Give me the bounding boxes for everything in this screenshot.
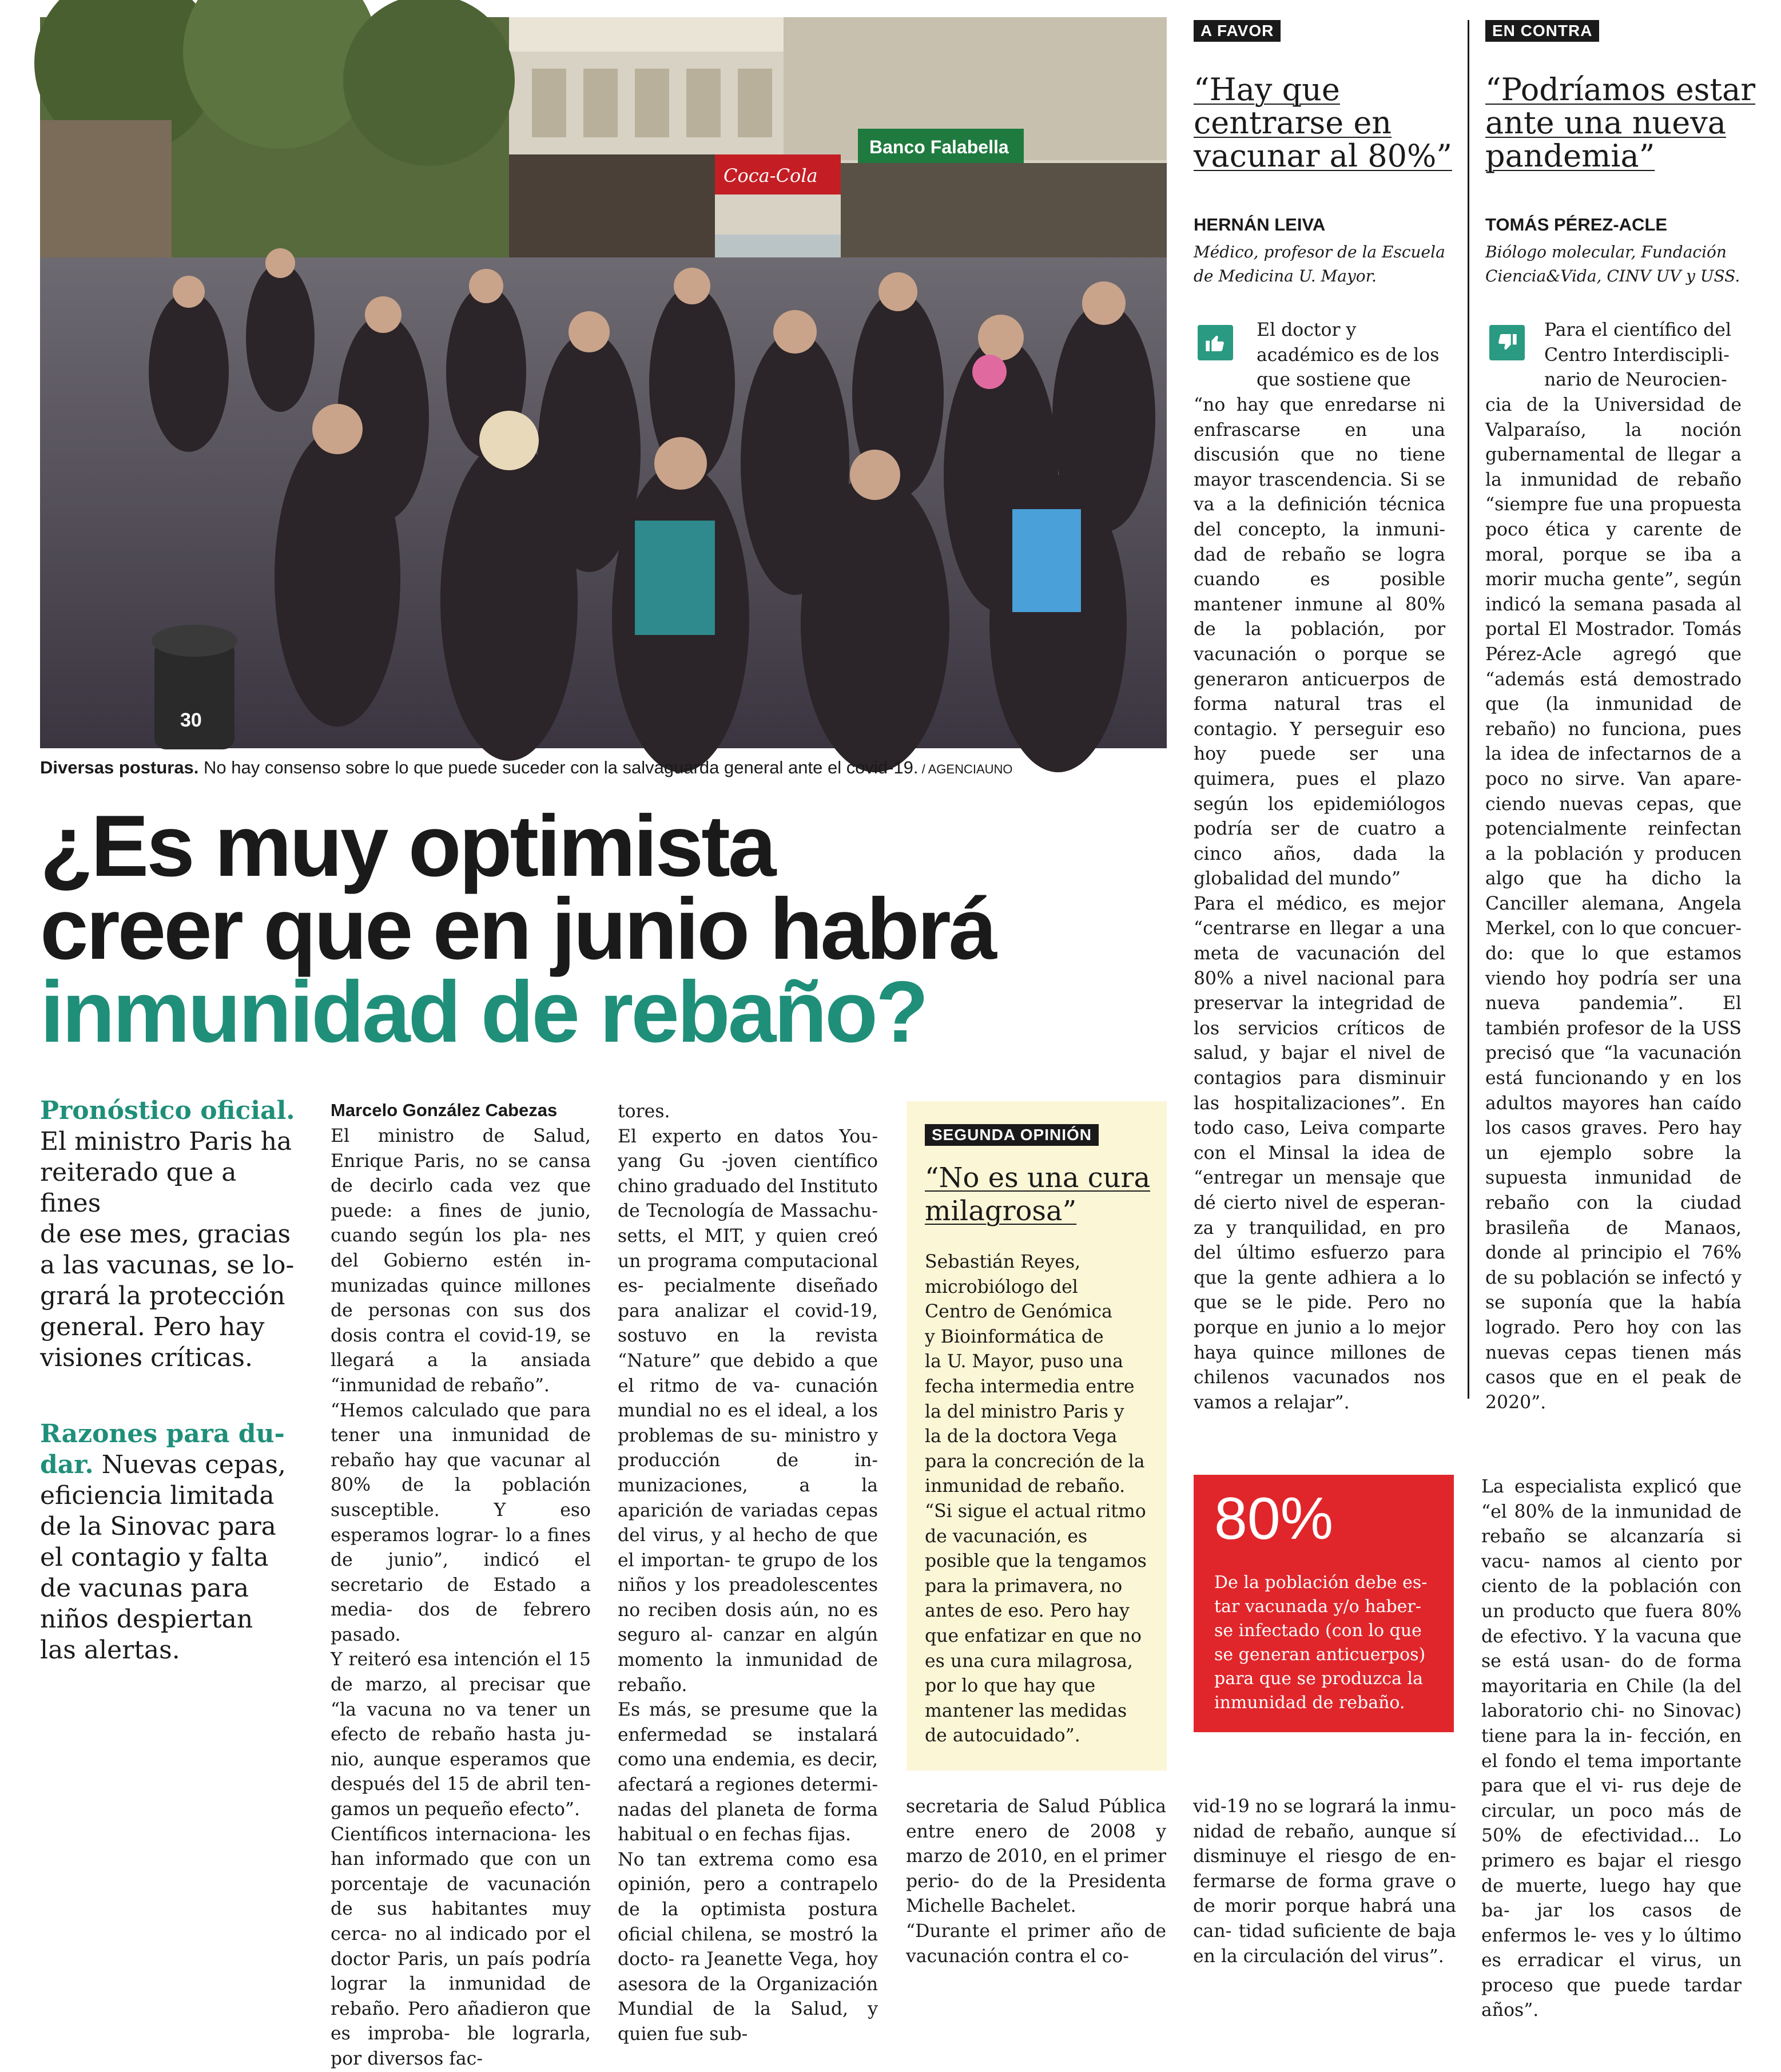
thumbs-down-icon [1489,325,1525,360]
stat-box [1194,1475,1454,1732]
contra-role: Biólogo molecular, Fundación Ciencia&Vida, CINV UV y USS. [1485,243,1740,285]
favor-tag: A FAVOR [1194,20,1281,42]
lead-razones-text: Nuevas cepas, eficiencia limitada de la Sinovac para el contagio y falta de vacunas para niños despiertan las alertas. [40,1450,286,1665]
favor-name: HERNÁN LEIVA [1194,215,1326,235]
headline-line2: creer que en junio habrá [40,880,995,978]
contra-name: TOMÁS PÉREZ-ACLE [1485,215,1668,235]
favor-text: “no hay que enredarse ni enfrascarse en una discusión que no tiene mayor trascendencia. Si se va a la definición técnica del concepto, la inmuni- dad de rebaño se logra cuando es posible mantener inmune al 80% de la población, por vacunación o porque se generaron anticuerpos de forma natural tras el contagio. Y perseguir eso hoy puede ser una quimera, pues el plazo según los epidemiólogos podría ser de cuatro a cinco años, dada la globalidad del mundo” Para el médico, es mejor “centrarse en llegar a una meta de vacunación del 80% a nivel nacional para preservar la integridad de los servicios críticos de salud, y bajar el nivel de contagios para disminuir las hospitalizaciones”. En todo caso, Leiva comparte con el Minsal la idea de “entregar un mensaje que dé cierto nivel de esperan- za y tranquilidad, en pro del último esfuerzo para que la gente adhiera a lo que se le pide. Pero no porque en junio a lo mejor haya quince millones de chilenos vacunados nos vamos a relajar”. [1194,395,1445,1413]
lead-razones-bold: Razones para du- dar. [40,1419,285,1479]
bank-sign: Banco Falabella [869,137,1009,157]
headline-line1: ¿Es muy optimista [40,797,774,895]
article-col4-bottom: vid-19 no se logrará la inmu- nidad de rebaño, aunque sí disminuye el riesgo de en- fermarse de forma grave o de morir porque habrá una can- tidad suficiente de baja en la circulación del virus”. [1193,1796,1456,1967]
lead-razones [40,1419,303,1666]
photo-caption [40,756,1178,781]
lead-pronostico-text: El ministro Paris ha reiterado que a fines de ese mes, gracias a las vacunas, se lo- grará la protección general. Pero hay visiones críticas. [40,1127,295,1372]
segunda-opinion-box [907,1101,1167,1771]
segunda-opinion-quote: “No es una cura milagrosa” [925,1162,1151,1227]
news-photo [40,17,1167,748]
caption-bold: Diversas posturas. [40,757,199,777]
byline: Marcelo González Cabezas [331,1100,558,1120]
thumbs-up-icon [1198,325,1233,360]
favor-quote: “Hay que centrarse en vacunar al 80%” [1194,72,1452,174]
bollard-number: 30 [180,709,202,731]
favor-role: Médico, profesor de la Escuela de Medicina U. Mayor. [1194,243,1445,285]
column-divider [1468,20,1469,1399]
photo-credit: / AGENCIAUNO [918,762,1013,776]
article-col3-bottom: secretaria de Salud Pública entre enero de 2008 y marzo de 2010, en el primer perio- do de la Presidenta Michelle Bachelet. “Durante el primer año de vacunación contra el co- [906,1796,1166,1967]
segunda-opinion-text: Sebastián Reyes, microbiólogo del Centro de Genómica y Bioinformática de la U. Mayor, puso una fecha intermedia entre la del ministro Paris y la de la doctora Vega para la concreción de la inmunidad de rebaño. “Si sigue el actual ritmo de vacunación, es posible que la tengamos para la primavera, no antes de eso. Pero hay que enfatizar en que no es una cura milagrosa, por lo que hay que mantener las medidas de autocuidado”. [925,1252,1147,1746]
segunda-opinion-tag: SEGUNDA OPINIÓN [925,1124,1099,1146]
headline-line3: inmunidad de rebaño? [40,963,927,1061]
stat-text: De la población debe es- tar vacunada y/o haber- se infectado (con lo que se generan anticuerpos) para que se produzca la inmunidad de rebaño. [1214,1573,1428,1713]
contra-text-indent: Para el científico del Centro Interdiscipli- nario de Neurocien- [1544,320,1732,391]
contra-quote: “Podríamos estar ante una nueva pandemia” [1485,72,1756,174]
contra-tag: EN CONTRA [1485,20,1599,42]
contra-text: cia de la Universidad de Valparaíso, la noción gubernamental de llegar a la inmunidad de rebaño “siempre fue una propuesta poco ética y carente de moral, porque se iba a morir mucha gente”, según indicó la semana pasada al portal El Mostrador. Tomás Pérez-Acle agregó que “además está demostrado que (la inmunidad de rebaño) no funciona, pues la idea de infectarnos de a poco no sirve. Van apare- ciendo nuevas cepas, que potencialmente reinfectan a la población y producen algo que ha dicho la Canciller alemana, Angela Merkel, con lo que concuer- do: que lo que estamos viendo hoy podría ser una nueva pandemia”. El también profesor de la USS precisó que “la vacunación está funcionando y en los adultos mayores han caído los casos graves. Pero hay un ejemplo sobre la supuesta inmunidad de rebaño con la ciudad brasileña de Manaos, donde al principio el 76% de su población se infectó y se suponía que la había logrado. Pero hoy con las nuevas cepas tienen más casos que en el peak de 2020”. [1485,395,1742,1413]
article-col5-bottom: La especialista explicó que “el 80% de la inmunidad de rebaño se alcanzaría si vacu- namos al ciento por ciento de la población con un producto que fuera 80% de efectivo. Y la vacuna que se está usan- do de forma mayoritaria en Chile (la del laboratorio chi- no Sinovac) tiene para la in- fección, en el fondo el tema importante para que el vi- rus deje de circular, un poco más de 50% de efectividad... Lo primero es bajar el riesgo de muerte, luego hay que ba- jar los casos de enfermos le- ves y lo último es erradicar el virus, un proceso que puede tardar años”. [1481,1476,1742,2021]
article-col2: tores. El experto en datos You- yang Gu -joven científico chino graduado del Instituto de Tecnología de Massachu- setts, el MIT, y quien creó un programa computacional es- pecialmente diseñado para analizar el covid-19, sostuvo en la revista “Nature” que debido a que el ritmo de va- cunación mundial no es el ideal, a los problemas de su- ministro y producción de in- munizaciones, a la aparición de variadas cepas del virus, y al hecho de que el importan- te grupo de los niños y los preadolescentes no reciben dosis aún, no es seguro al- canzar en algún momento la inmunidad de rebaño. Es más, se presume que la enfermedad se instalará como una endemia, es decir, afectará a regiones determi- nadas del planeta de forma habitual o en fechas fijas. No tan extrema como esa opinión, pero a contrapelo de la optimista postura oficial chilena, se mostró la docto- ra Jeanette Vega, hoy asesora de la Organización Mundial de la Salud, y quien fue sub- [618,1101,878,2045]
caption-text: No hay consenso sobre lo que puede suceder con la salvaguarda general ante el covid-19. [198,757,919,777]
kiosk-sign: Coca-Cola [723,165,818,186]
lead-pronostico-bold: Pronóstico oficial. [40,1096,295,1125]
favor-text-indent: El doctor y académico es de los que sostiene que [1257,320,1440,391]
lead-pronostico [40,1095,303,1374]
stat-value: 80% [1214,1486,1334,1552]
article-col1: El ministro de Salud, Enrique Paris, no se cansa de decirlo cada vez que puede: a fines de junio, cuando según los pla- nes del Gobierno estén in- munizadas quince millones de personas con sus dos dosis contra el covid-19, se llegará a la ansiada “inmunidad de rebaño”. “Hemos calculado que para tener una inmunidad de rebaño hay que vacunar al 80% de la población susceptible. Y eso esperamos lograr- lo a fines de junio”, indicó el secretario de Estado a media- dos de febrero pasado. Y reiteró esa intención el 15 de marzo, al precisar que “la vacuna no va tener un efecto de rebaño hasta ju- nio, aunque esperamos que después del 15 de abril ten- gamos un pequeño efecto”. Científicos internaciona- les han informado que con un porcentaje de vacunación de sus habitantes muy cerca- no al indicado por el doctor Paris, un país podría lograr la inmunidad de rebaño. Pero añadieron que es improba- ble lograrla, por diversos fac- [331,1126,591,2069]
